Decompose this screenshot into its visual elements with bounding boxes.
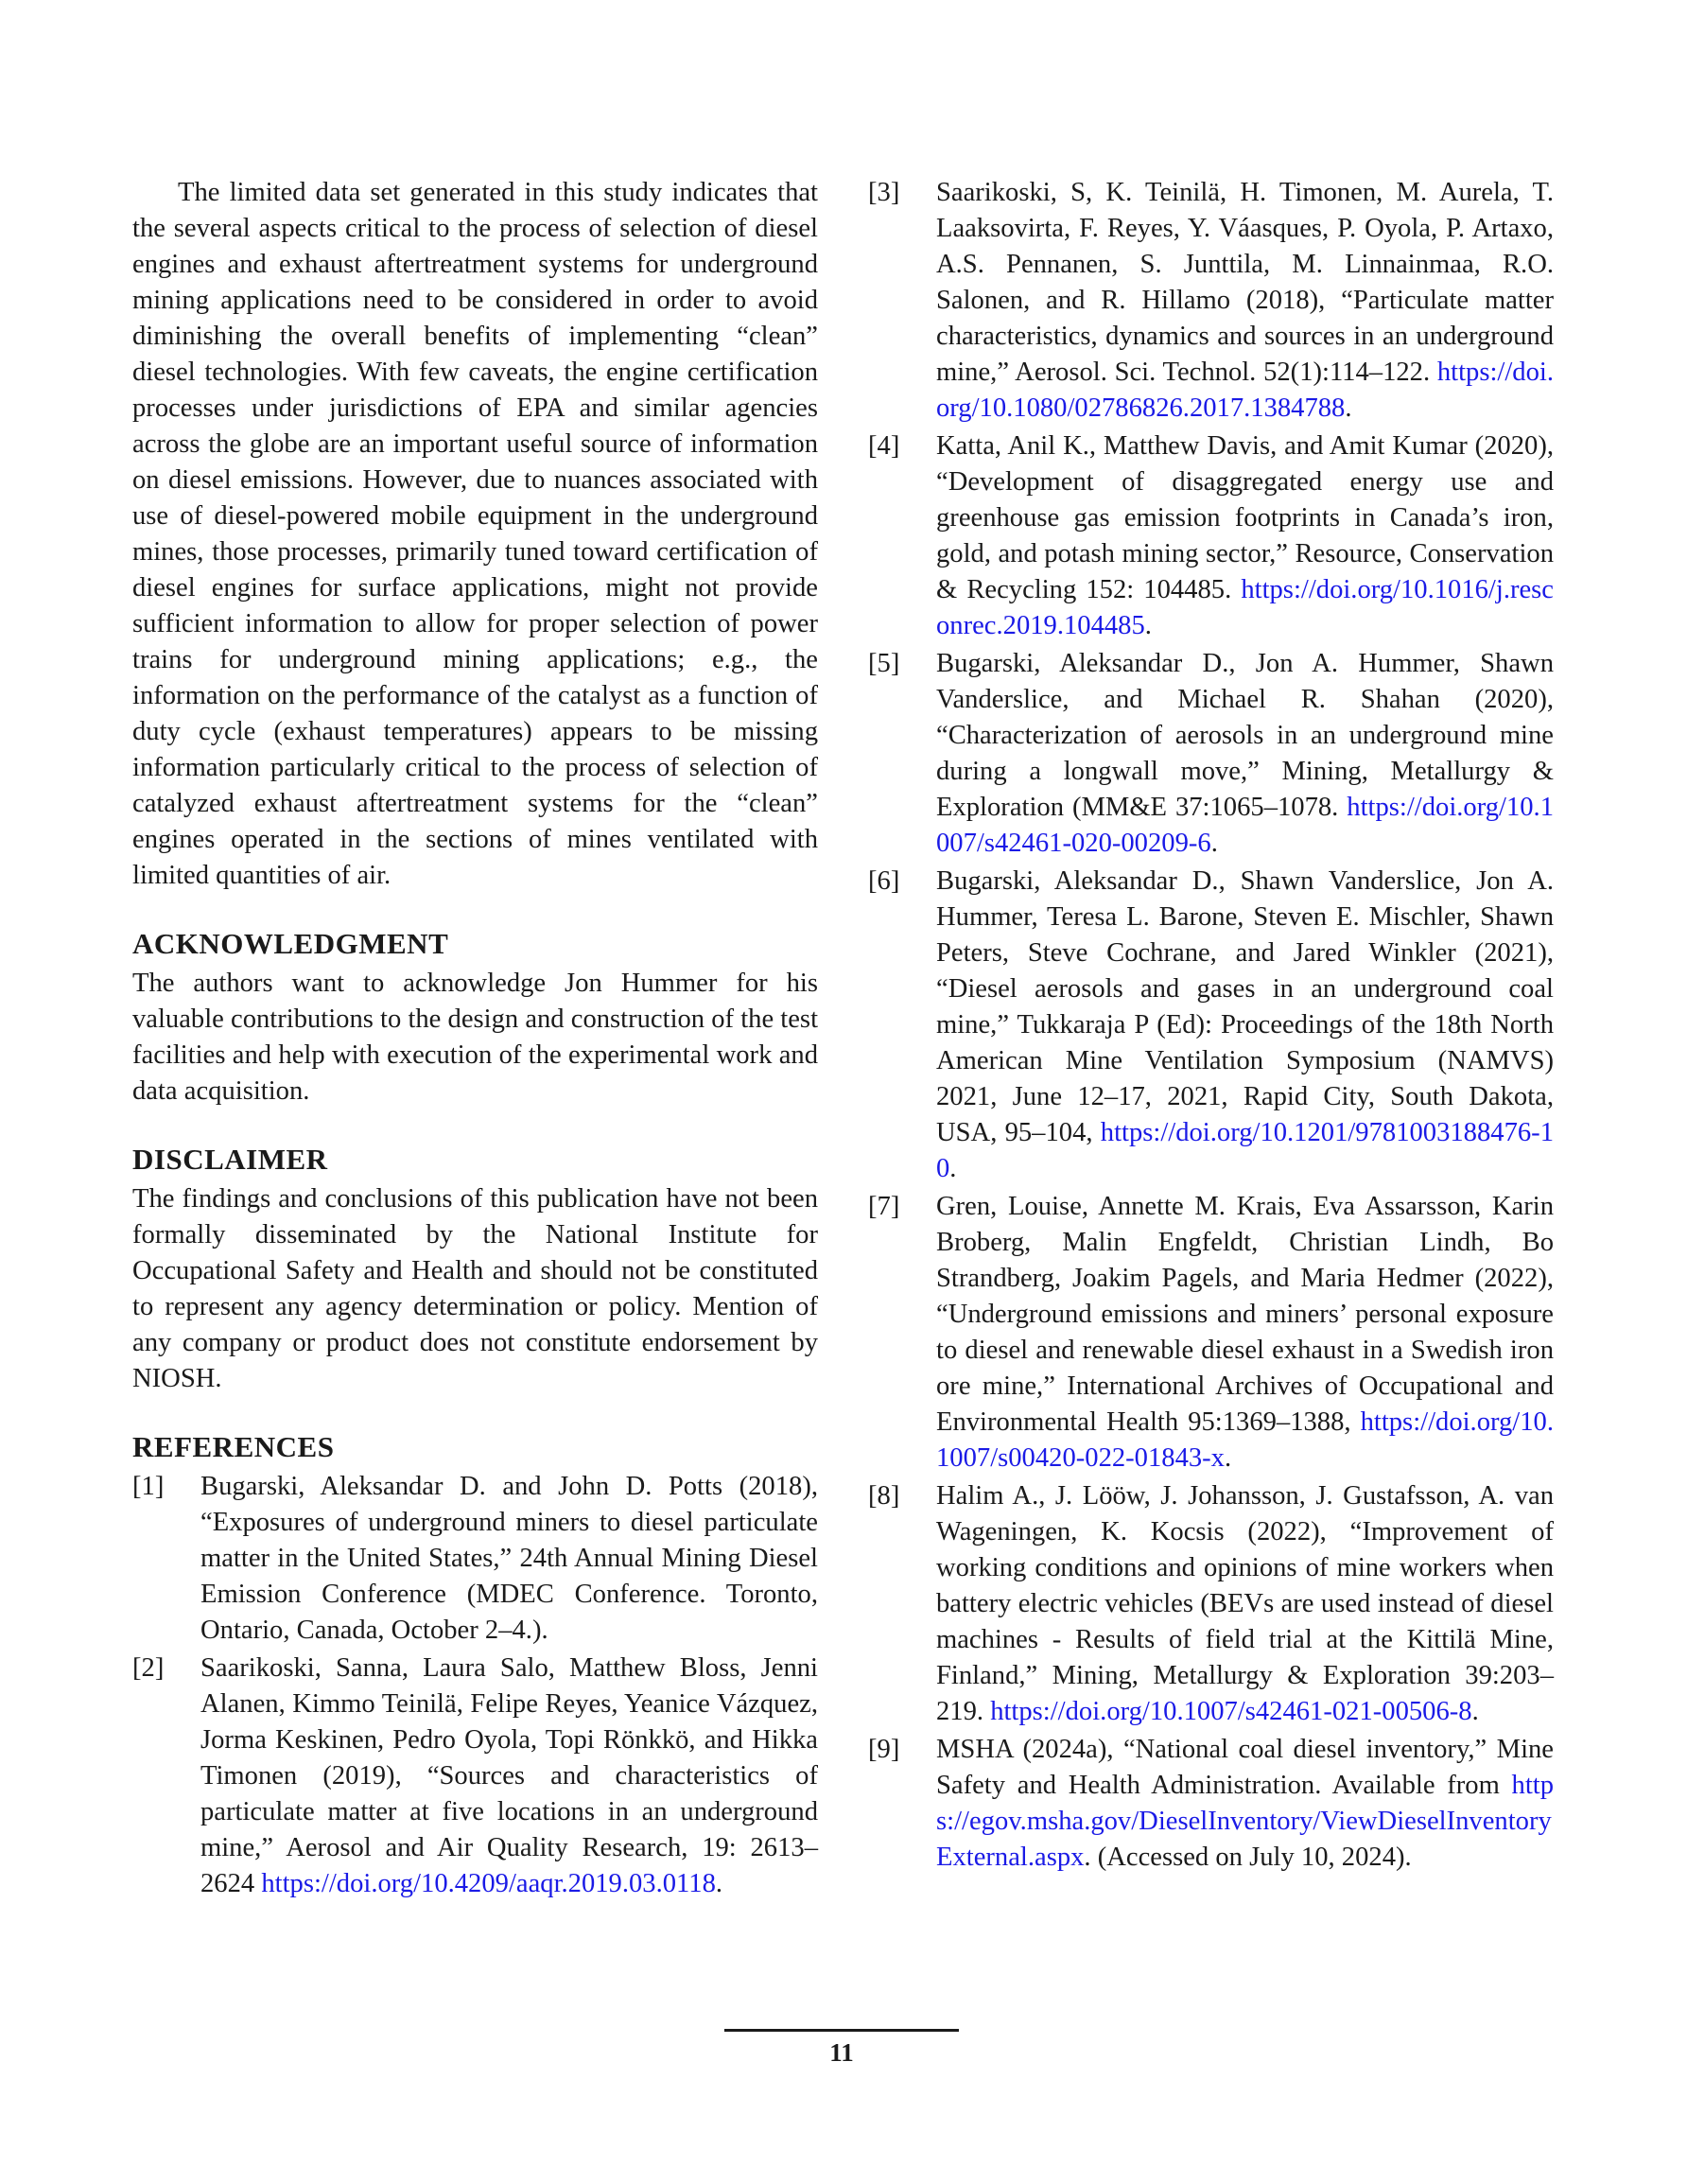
references-heading: REFERENCES [132,1430,335,1463]
reference-doi-link[interactable]: https://doi.org/10.1201/9781003188476-10 [936,1118,1554,1183]
reference-item [868,175,1554,427]
reference-item [132,1469,818,1649]
reference-number: [1] [132,1472,165,1501]
reference-doi-link[interactable]: https://doi.org/10.1007/s00420-022-01843-x [936,1407,1554,1473]
reference-doi-link[interactable]: https://doi.org/10.1016/j.resconrec.2019.104485 [936,575,1554,640]
disclaimer-text: The findings and conclusions of this publication have not been formally disseminated by the National Institute for Occupational Safety and Health and should not be constituted to represent any agency determination or policy. Mention of any company or product does not constitute endorsement by NIOSH. [132,1184,818,1393]
reference-item [868,646,1554,862]
page-number: 11 [829,2038,854,2067]
reference-number: [3] [868,178,900,207]
reference-doi-link[interactable]: https://doi.org/10.1080/02786826.2017.1384788 [936,358,1554,423]
reference-text: Saarikoski, S, K. Teinilä, H. Timonen, M. Aurela, T. Laaksovirta, F. Reyes, Y. Váasques, P. Oyola, P. Artaxo, A.S. Pennanen, S. Junttila, M. Linnainmaa, R.O. Salonen, and R. Hillamo (2018), “Particulate matter characteristics, dynamics and sources in an underground mine,” Aerosol. Sci. Technol. 52(1):114–122. [936,178,1554,387]
disclaimer-heading: DISCLAIMER [132,1143,328,1176]
reference-doi-link[interactable]: https://doi.org/10.1007/s42461-021-00506-8 [990,1697,1472,1726]
reference-tail: . [1471,1697,1479,1726]
footer-divider [724,2029,959,2032]
body-paragraph: The limited data set generated in this study indicates that the several aspects critical to the process of selection of diesel engines and exhaust aftertreatment systems for underground mining applications need to be considered in order to avoid diminishing the overall benefits of implementing “clean” diesel technologies. With few caveats, the engine certification processes under jurisdictions of EPA and similar agencies across the globe are an important useful source of information on diesel emissions. However, due to nuances associated with use of diesel-powered mobile equipment in the underground mines, those processes, primarily tuned toward certification of diesel engines for surface applications, might not provide sufficient information to allow for proper selection of power trains for underground mining applications; e.g., the information on the performance of the catalyst as a function of duty cycle (exhaust temperatures) appears to be missing information particularly critical to the process of selection of catalyzed exhaust aftertreatment systems for the “clean” engines operated in the sections of mines ventilated with limited quantities of air. [132,178,818,890]
reference-text: Gren, Louise, Annette M. Krais, Eva Assarsson, Karin Broberg, Malin Engfeldt, Christian Lindh, Bo Strandberg, Joakim Pagels, and Maria Hedmer (2022), “Underground emissions and miners’ personal exposure to diesel and renewable diesel exhaust in a Swedish iron ore mine,” International Archives of Occupational and Environmental Health 95:1369–1388, [936,1192,1554,1437]
reference-text: Bugarski, Aleksandar D. and John D. Potts (2018), “Exposures of underground miners to diesel particulate matter in the United States,” 24th Annual Mining Diesel Emission Conference (MDEC Conference. Toronto, Ontario, Canada, October 2–4.). [200,1472,818,1645]
reference-tail: . [1345,393,1352,423]
reference-text: Saarikoski, Sanna, Laura Salo, Matthew Bloss, Jenni Alanen, Kimmo Teinilä, Felipe Reyes, Yeanice Vázquez, Jorma Keskinen, Pedro Oyola, Topi Rönkkö, and Hikka Timonen (2019), “Sources and characteristics of particulate matter at five locations in an underground mine,” Aerosol and Air Quality Research, 19: 2613–2624 [200,1653,818,1898]
reference-text: Bugarski, Aleksandar D., Jon A. Hummer, Shawn Vanderslice, and Michael R. Shahan (2020), “Characterization of aerosols in an underground mine during a longwall move,” Mining, Metallurgy & Exploration (MM&E 37:1065–1078. [936,649,1554,822]
reference-item [132,1651,818,1902]
reference-item [868,1189,1554,1476]
reference-text: Bugarski, Aleksandar D., Shawn Vanderslice, Jon A. Hummer, Teresa L. Barone, Steven E. Mischler, Shawn Peters, Steve Cochrane, and Jared Winkler (2021), “Diesel aerosols and gases in an underground coal mine,” Tukkaraja P (Ed): Proceedings of the 18th North American Mine Ventilation Symposium (NAMVS) 2021, June 12–17, 2021, Rapid City, South Dakota, USA, 95–104, [936,866,1554,1147]
reference-number: [7] [868,1192,900,1221]
reference-item [868,1478,1554,1730]
reference-number: [5] [868,649,900,678]
reference-tail: . [715,1869,723,1898]
reference-number: [8] [868,1481,900,1511]
reference-tail: . [1144,611,1152,640]
reference-tail: . [949,1154,957,1183]
reference-text: Katta, Anil K., Matthew Davis, and Amit Kumar (2020), “Development of disaggregated energy use and greenhouse gas emission footprints in Canada’s iron, gold, and potash mining sector,” Resource, Conservation & Recycling 152: 104485. [936,431,1554,604]
reference-tail: . (Accessed on July 10, 2024). [1084,1843,1412,1872]
reference-doi-link[interactable]: https://doi.org/10.4209/aaqr.2019.03.0118 [261,1869,716,1898]
reference-text: MSHA (2024a), “National coal diesel inventory,” Mine Safety and Health Administration. Available from [936,1735,1554,1800]
reference-text: Halim A., J. Lööw, J. Johansson, J. Gustafsson, A. van Wageningen, K. Kocsis (2022), “Improvement of working conditions and opinions of mine workers when battery electric vehicles (BEVs are used instead of diesel machines - Results of field trial at the Kittilä Mine, Finland,” Mining, Metallurgy & Exploration 39:203–219. [936,1481,1554,1726]
reference-number: [6] [868,866,900,896]
left-column [132,175,818,1904]
reference-doi-link[interactable]: https://doi.org/10.1007/s42461-020-00209-6 [936,793,1554,858]
reference-tail: . [1210,829,1218,858]
acknowledgment-heading: ACKNOWLEDGMENT [132,927,449,960]
reference-item [868,864,1554,1187]
reference-url-link[interactable]: https://egov.msha.gov/DieselInventory/ViewDieselInventoryExternal.aspx [936,1771,1554,1872]
reference-list-right [868,175,1554,1876]
reference-item [868,1732,1554,1876]
reference-number: [2] [132,1653,165,1683]
acknowledgment-text: The authors want to acknowledge Jon Hummer for his valuable contributions to the design and construction of the test facilities and help with execution of the experimental work and data acquisition. [132,969,819,1106]
reference-number: [4] [868,431,900,461]
reference-item [868,428,1554,644]
right-column [868,175,1554,1878]
reference-tail: . [1224,1443,1232,1473]
reference-list-left [132,1469,818,1902]
reference-number: [9] [868,1735,900,1764]
